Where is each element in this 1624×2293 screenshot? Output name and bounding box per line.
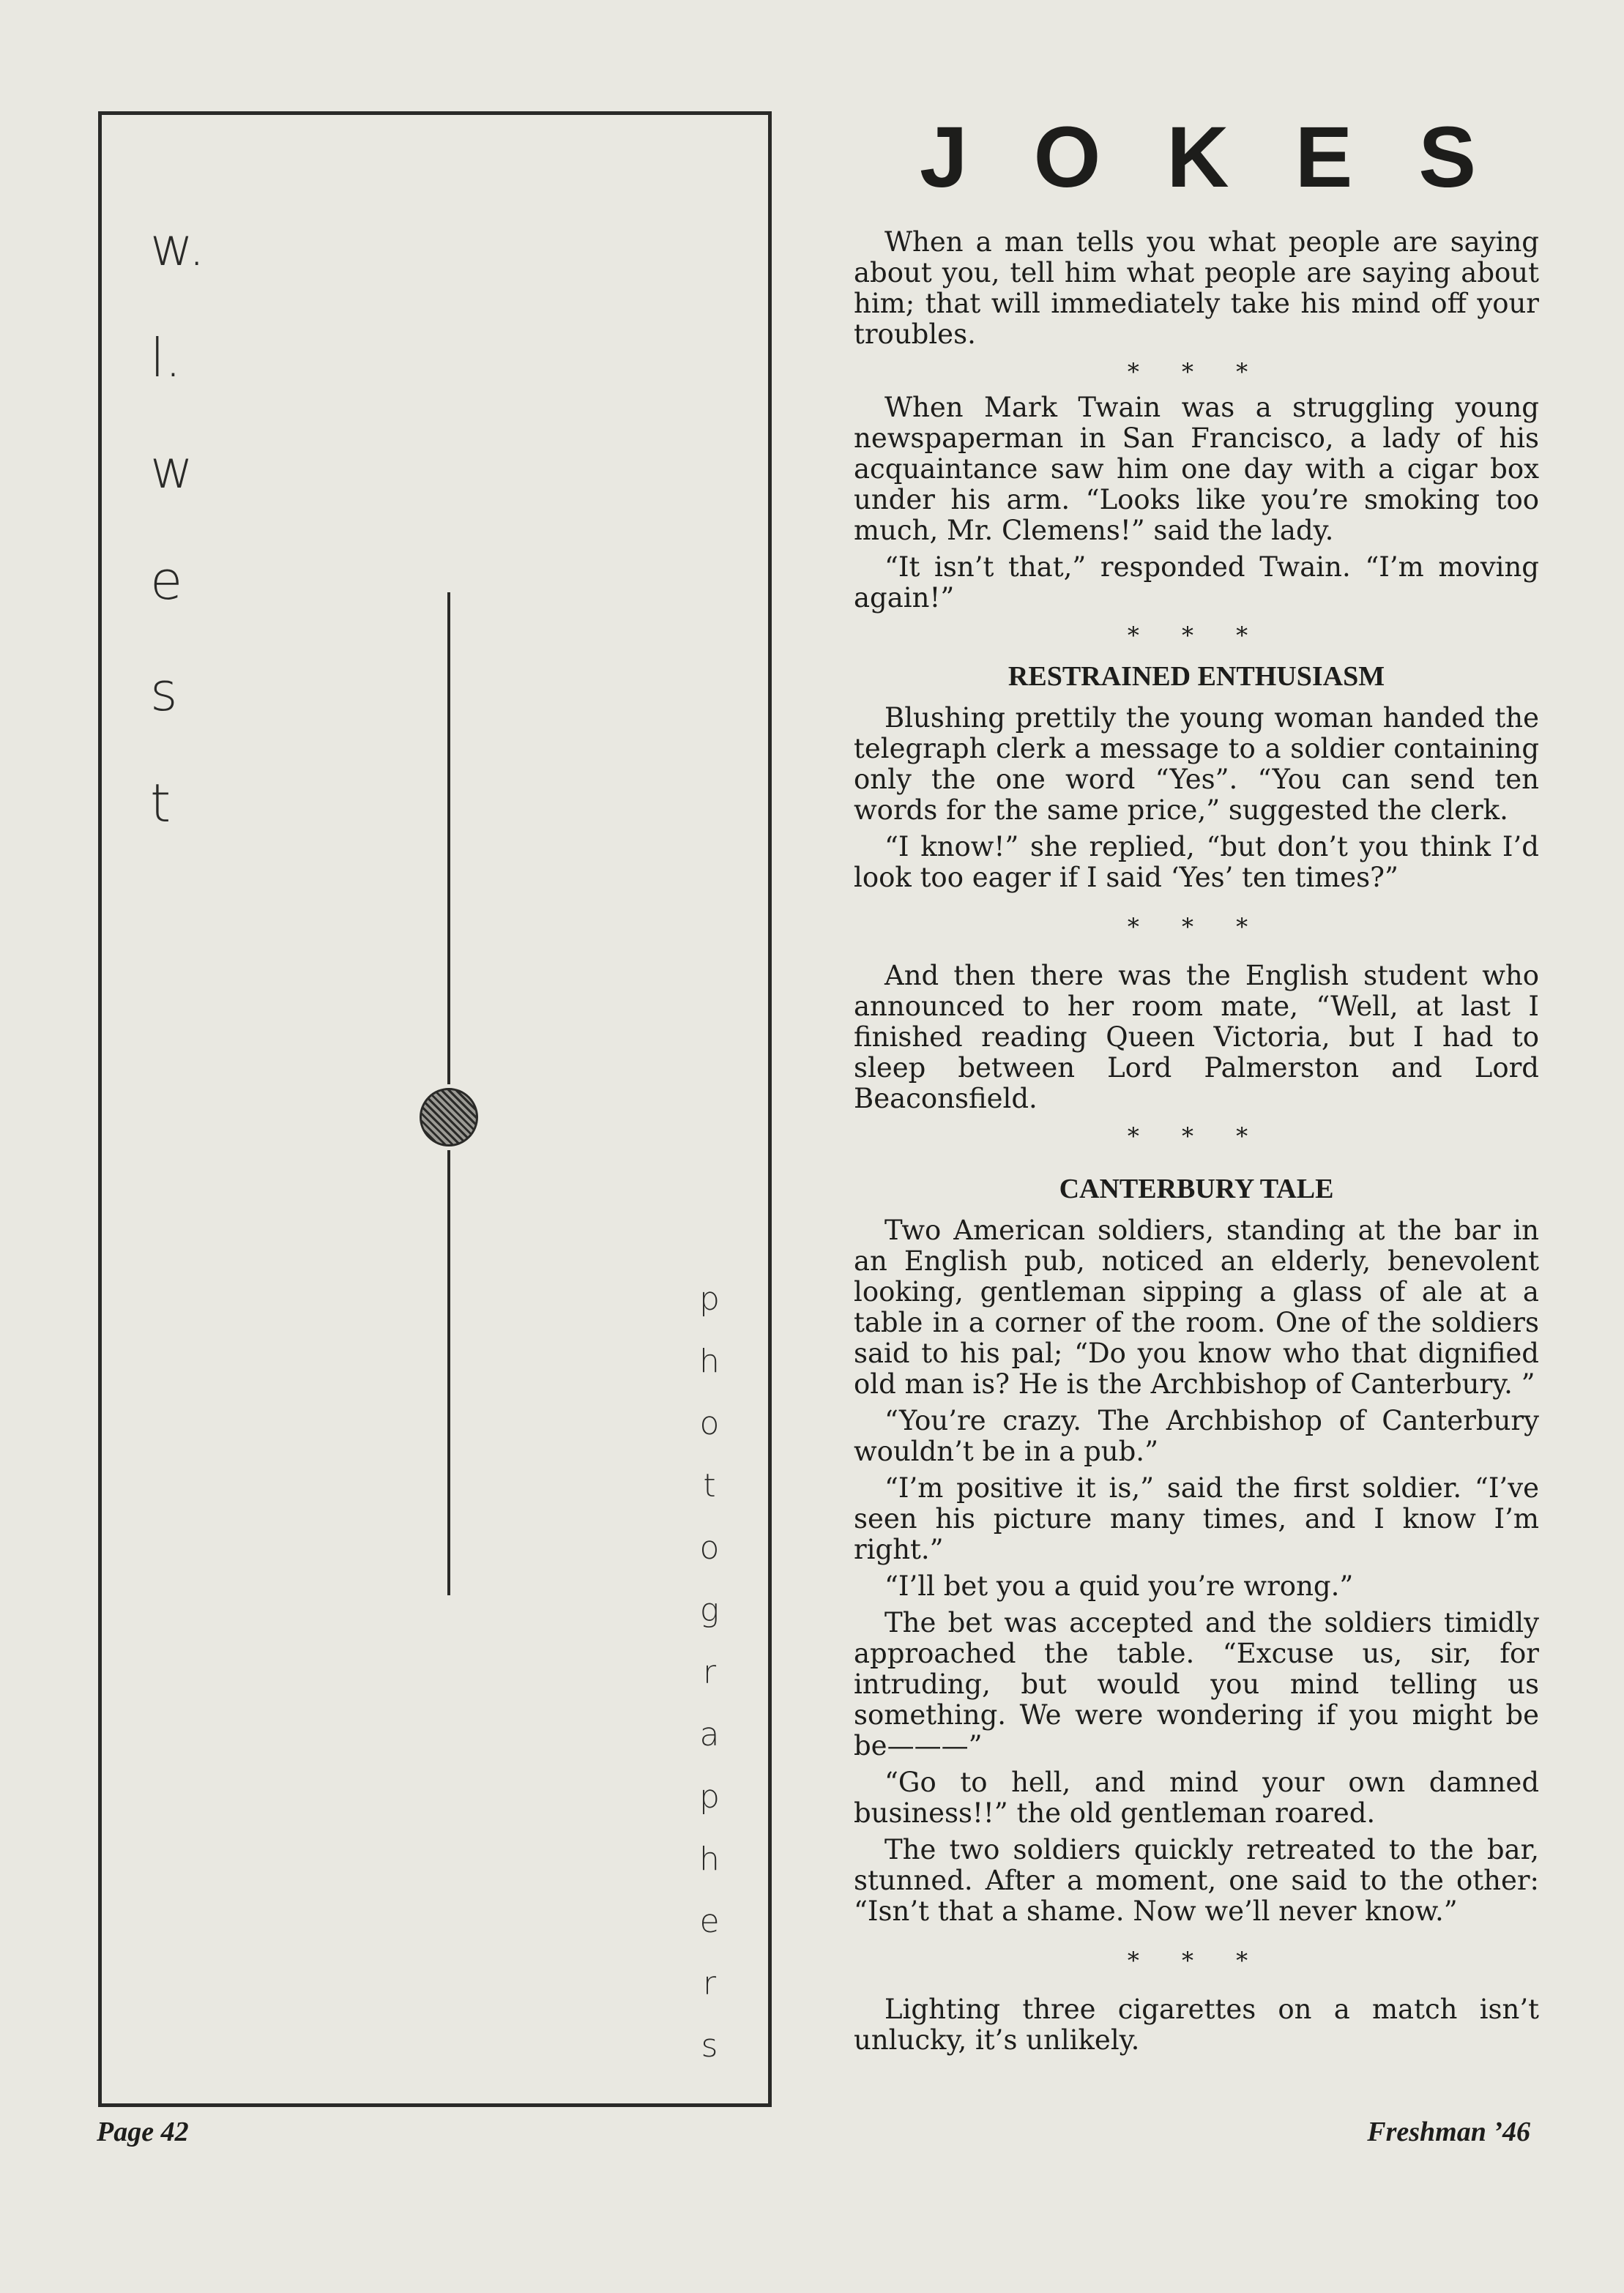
advertiser-profession <box>680 1268 739 2077</box>
profession-letter: p <box>699 1778 720 1816</box>
profession-letter: o <box>699 1529 720 1567</box>
vertical-rule-lower <box>447 1150 450 1595</box>
joke-paragraph: Blushing prettily the young woman handed the telegraph clerk a message to a soldier containing only the one word “Yes”. “You can send ten words for the same price,” suggested the clerk. <box>854 702 1539 826</box>
profession-letter: s <box>701 2027 718 2065</box>
profession-letter: r <box>702 1965 717 2002</box>
joke-heading: CANTERBURY TALE <box>1059 1174 1334 1204</box>
profession-letter: g <box>699 1592 720 1629</box>
name-letter: w <box>150 439 193 500</box>
page-number: Page 42 <box>97 2117 189 2147</box>
joke-paragraph: When a man tells you what people are saying about you, tell him what people are saying about him; that will immediately take his mind off your troubles. <box>854 226 1539 350</box>
separator: * * * <box>1127 913 1266 941</box>
profession-letter: t <box>703 1467 716 1505</box>
name-letter: s <box>150 661 178 723</box>
advertiser-name <box>150 191 245 859</box>
joke-heading: RESTRAINED ENTHUSIASM <box>1007 661 1385 692</box>
page-title: JOKES <box>920 109 1543 206</box>
profession-letter: a <box>699 1716 720 1753</box>
profession-letter: o <box>699 1405 720 1442</box>
separator: * * * <box>1127 358 1266 386</box>
name-letter: l. <box>150 327 182 389</box>
name-letter: t <box>150 772 171 834</box>
profession-letter: e <box>699 1903 720 1940</box>
joke-paragraph: “I’m positive it is,” said the first soldier. “I’ve seen his picture many times, and I know I’m right.” <box>854 1472 1539 1565</box>
joke-paragraph: And then there was the English student who announced to her room mate, “Well, at last I finished reading Queen Victoria, but I had to sleep between Lord Palmerston and Lord Beaconsfield. <box>854 960 1539 1114</box>
joke-paragraph: “It isn’t that,” responded Twain. “I’m moving again!” <box>854 551 1539 614</box>
jokes-column <box>854 109 1543 2056</box>
name-letter: e <box>150 550 183 611</box>
joke-paragraph: The two soldiers quickly retreated to the bar, stunned. After a moment, one said to the other: “Isn’t that a shame. Now we’ll never know.” <box>854 1834 1539 1927</box>
joke-paragraph: “You’re crazy. The Archbishop of Canterbury wouldn’t be in a pub.” <box>854 1405 1539 1467</box>
joke-paragraph: “I’ll bet you a quid you’re wrong.” <box>884 1570 1354 1602</box>
joke-paragraph: The bet was accepted and the soldiers timidly approached the table. “Excuse us, sir, for intruding, but would you mind telling us something. We were wondering if you might be be———” <box>854 1607 1539 1761</box>
name-letter: w. <box>150 216 206 277</box>
profession-letter: h <box>699 1841 720 1878</box>
vertical-rule-upper <box>447 592 450 1084</box>
profession-letter: h <box>699 1343 720 1380</box>
joke-paragraph: “Go to hell, and mind your own damned business!!” the old gentleman roared. <box>854 1767 1539 1829</box>
profession-letter: r <box>702 1654 717 1691</box>
hatched-circle-ornament <box>420 1088 478 1146</box>
joke-paragraph: Two American soldiers, standing at the bar in an English pub, noticed an elderly, benevolent looking, gentleman sipping a glass of ale at a table in a corner of the room. One of the soldiers said to his pal; “Do you know who that dignified old man is? He is the Archbishop of Canterbury. ” <box>854 1215 1539 1400</box>
separator: * * * <box>1127 622 1266 649</box>
joke-paragraph: “I know!” she replied, “but don’t you think I’d look too eager if I said ‘Yes’ ten times?” <box>854 831 1539 893</box>
separator: * * * <box>1127 1122 1266 1150</box>
photographer-advertisement <box>98 111 772 2107</box>
joke-paragraph: Lighting three cigarettes on a match isn’t unlucky, it’s unlikely. <box>854 1994 1539 2056</box>
joke-paragraph: When Mark Twain was a struggling young newspaperman in San Francisco, a lady of his acquaintance saw him one day with a cigar box under his arm. “Looks like you’re smoking too much, Mr. Clemens!” said the lady. <box>854 392 1539 546</box>
publication-name: Freshman ’46 <box>1367 2117 1530 2147</box>
separator: * * * <box>1127 1947 1266 1975</box>
profession-letter: p <box>699 1280 720 1318</box>
